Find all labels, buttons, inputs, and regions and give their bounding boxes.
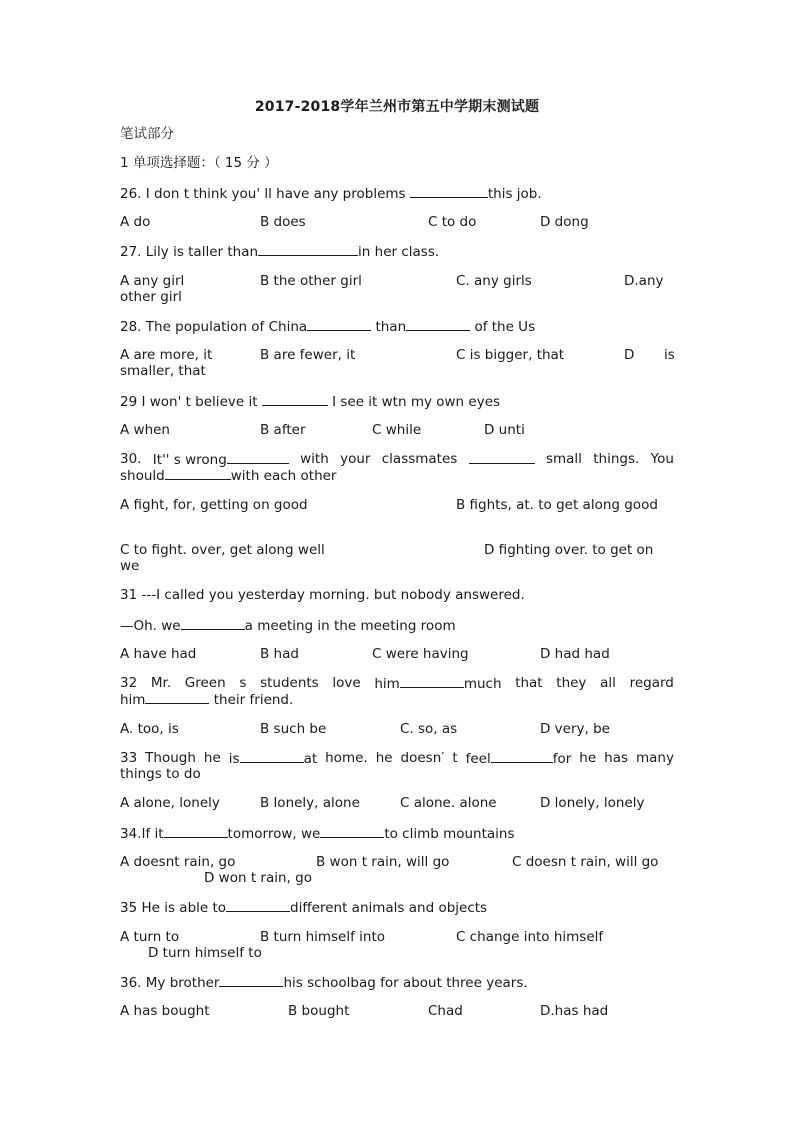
question-30-line2 [120,467,674,484]
q31-text: —Oh. we [120,618,181,634]
q35-option-c: C change into himself [456,929,604,945]
q27-text-end: in her class. [358,244,440,260]
q26-text: 26. I don t think you' ll have any problems [120,186,406,202]
q36-option-a: A has bought [120,1003,210,1019]
q33-word: many [636,750,674,766]
q26-blank [410,185,488,198]
q32-option-d: D very, be [540,721,610,737]
q35-option-d: D turn himself to [148,945,262,961]
q29-text: 29 I won' t believe it [120,394,258,410]
q34-option-a: A doesnt rain, go [120,854,236,870]
q26-option-c: C to do [428,214,477,230]
q33-word: has [604,750,629,766]
q27-option-d: D.any [624,273,664,289]
q32-text: him [120,692,146,708]
q30-word: You [650,451,674,467]
q32-word: students [260,675,319,691]
q28-option-a: A are more, it [120,347,213,363]
q32-word: much [463,676,502,692]
q28-text-mid: than [375,319,407,335]
q33-word: home. [325,750,368,766]
q30-option-d-cont: we [120,558,140,574]
q33-word: he [203,750,221,766]
q32-option-a: A. too, is [120,721,179,737]
q29-option-c: C while [372,422,422,438]
question-29 [120,393,674,410]
q30-text: should [120,468,165,484]
q36-option-c: Chad [428,1003,463,1019]
question-36 [120,974,674,991]
q32-word: 32 [120,675,138,691]
q33-word: 33 [120,750,138,766]
q33-word: feel [465,751,491,767]
q32-word: s [239,675,247,691]
q31-option-b: B had [260,646,299,662]
q28-option-d-word: is [664,347,675,363]
question-32-line2 [120,691,674,708]
q30-blank-2 [469,451,535,464]
q33-word: at [303,751,318,767]
q28-text-end: of the Us [474,319,536,335]
q30-blank-3 [165,467,231,480]
q33-option-d: D lonely, lonely [540,795,645,811]
q35-blank [226,899,290,912]
q32-word: him [374,676,400,692]
q33-option-b: B lonely, alone [260,795,360,811]
question-27 [120,243,674,260]
q33-word: Though [145,750,196,766]
q27-option-d-cont: other girl [120,289,182,305]
q29-option-b: B after [260,422,306,438]
q28-blank-1 [307,318,371,331]
q29-blank [262,393,328,406]
q36-text-end: his schoolbag for about three years. [283,975,528,991]
question-35 [120,899,674,916]
q32-word: they [556,675,587,691]
question-33-line2: things to do [120,766,201,782]
q33-segment [229,750,317,767]
q34-text-mid: tomorrow, we [227,826,321,842]
q30-word: your [340,451,371,467]
q27-blank [258,243,358,256]
question-28 [120,318,674,335]
q30-word: It'' s wrong [152,452,227,468]
q34-option-b: B won t rain, will go [316,854,450,870]
q32-option-b: B such be [260,721,327,737]
q27-option-c: C. any girls [456,273,532,289]
question-33 [120,750,674,767]
q32-blank-2 [145,691,209,704]
q33-option-a: A alone, lonely [120,795,220,811]
q32-word: Green [184,675,226,691]
q32-text-end: their friend. [213,692,294,708]
q32-word: Mr. [150,675,172,691]
q33-word: he [375,750,393,766]
q30-option-c: C to fight. over, get along well [120,542,325,558]
q30-option-d: D fighting over. to get on [484,542,654,558]
q35-option-b: B turn himself into [260,929,386,945]
question-31: 31 ---I called you yesterday morning. but nobody answered. [120,587,525,603]
q26-option-a: A do [120,214,151,230]
q27-option-a: A any girl [120,273,185,289]
q30-text-end: with each other [230,468,337,484]
q36-text: 36. My brother [120,975,220,991]
q34-option-c: C doesn t rain, will go [512,854,659,870]
q32-word: regard [629,675,674,691]
question-31-line2 [120,617,674,634]
q32-segment [374,675,501,692]
question-34 [120,825,674,842]
q31-option-d: D had had [540,646,610,662]
q30-option-a: A fight, for, getting on good [120,497,308,513]
q30-option-b: B fights, at. to get along good [456,497,658,513]
q26-option-b: B does [260,214,306,230]
q27-option-b: B the other girl [260,273,362,289]
q33-segment [466,750,572,767]
q30-word: small [545,451,582,467]
q35-text: 35 He is able to [120,900,227,916]
q36-blank [219,974,283,987]
q28-option-d: D [624,347,635,363]
q33-option-c: C alone. alone [400,795,497,811]
q30-word: classmates [381,451,458,467]
q31-text-end: a meeting in the meeting room [244,618,456,634]
q28-option-d-cont: smaller, that [120,363,206,379]
q36-option-b: B bought [288,1003,350,1019]
q28-option-c: C is bigger, that [456,347,565,363]
q34-option-d: D won t rain, go [204,870,312,886]
q33-word: he [579,750,597,766]
q33-word: is [228,751,240,767]
q31-blank [181,617,245,630]
q34-text: 34.If it [120,826,164,842]
q30-word: with [300,451,329,467]
q32-blank-1 [400,675,464,688]
q30-word: things. [593,451,640,467]
q29-option-d: D unti [484,422,525,438]
q30-word: 30. [120,451,142,467]
q35-option-a: A turn to [120,929,180,945]
q33-blank-2 [491,750,553,763]
q31-option-c: C were having [372,646,469,662]
q33-word: doesn′ [400,750,445,766]
q34-text-end: to climb mountains [384,826,515,842]
q32-option-c: C. so, as [400,721,458,737]
q28-text: 28. The population of China [120,319,308,335]
q33-word: for [552,751,572,767]
q29-text-end: I see it wtn my own eyes [332,394,501,410]
section-heading: 笔试部分 [120,126,174,142]
q29-option-a: A when [120,422,170,438]
q27-text: 27. Lily is taller than [120,244,259,260]
q35-text-end: different animals and objects [290,900,488,916]
q26-option-d: D dong [540,214,589,230]
q30-blank-1 [227,451,289,464]
q26-text-end: this job. [487,186,542,202]
question-32 [120,675,674,692]
q31-option-a: A have had [120,646,197,662]
q33-word: t [452,750,458,766]
q32-word: all [600,675,616,691]
page-title: 2017-2018学年兰州市第五中学期末测试题 [254,99,540,115]
q28-blank-2 [406,318,470,331]
q34-blank-2 [320,825,384,838]
q30-segment [153,451,289,468]
part-heading: 1 单项选择题：（ 15 分 ） [120,155,278,171]
question-26 [120,185,674,202]
q28-option-b: B are fewer, it [260,347,356,363]
q33-blank-1 [240,750,304,763]
question-30 [120,451,674,468]
q34-blank-1 [164,825,228,838]
q36-option-d: D.has had [540,1003,609,1019]
q32-word: love [332,675,361,691]
q32-word: that [515,675,543,691]
